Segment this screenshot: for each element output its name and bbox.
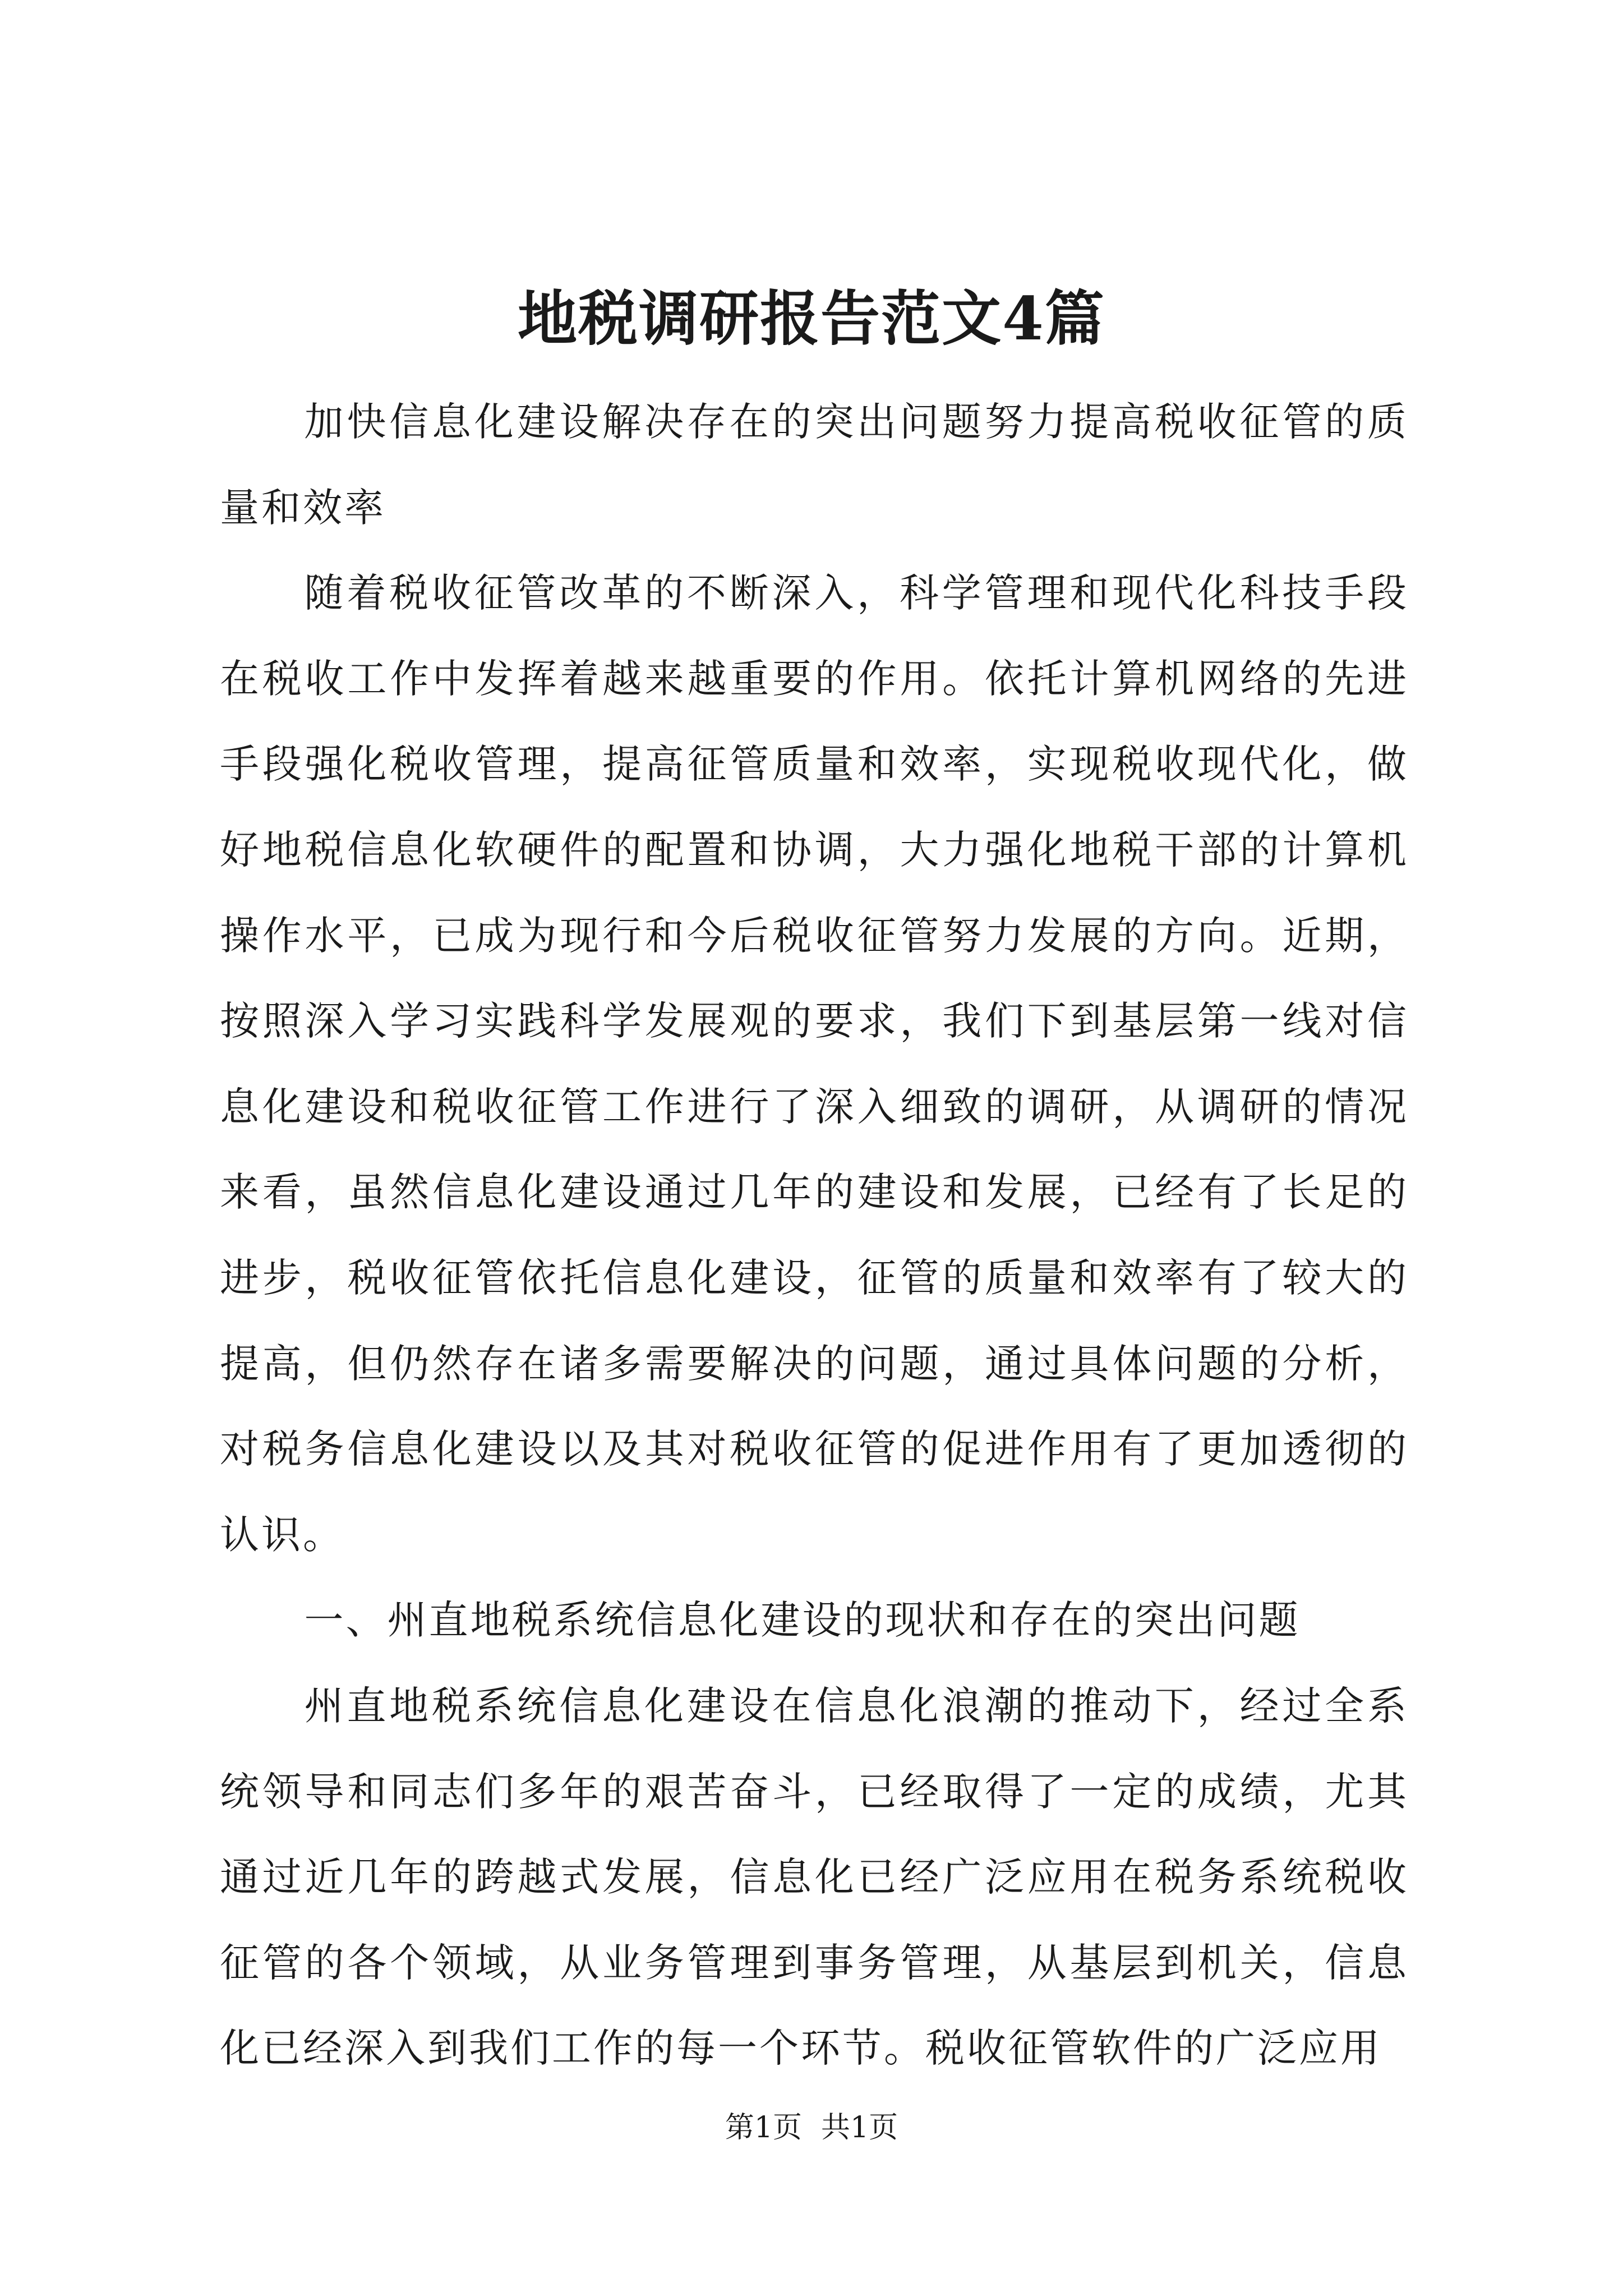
section-heading: 一、州直地税系统信息化建设的现状和存在的突出问题 (304, 1597, 1301, 1644)
page-number: 第1页 (725, 2111, 802, 2145)
page-footer (0, 2108, 1623, 2147)
paragraph-intro: 随着税收征管改革的不断深入，科学管理和现代化科技手段在税收工作中发挥着越来越重要的作用。依托计算机网络的先进手段强化税收管理，提高征管质量和效率，实现税收现代化，做好地税信息化软硬件的配置和协调，大力强化地税干部的计算机操作水平，已成为现行和今后税收征管努力发展的方向。近期，按照深入学习实践科学发展观的要求，我们下到基层第一线对信息化建设和税收征管工作进行了深入细致的调研，从调研的情况来看，虽然信息化建设通过几年的建设和发展，已经有了长足的进步，税收征管依托信息化建设，征管的质量和效率有了较大的提高，但仍然存在诸多需要解决的问题，通过具体问题的分析，对税务信息化建设以及其对税收征管的促进作用有了更加透彻的认识。 (220, 570, 1409, 1558)
paragraph-subtitle: 加快信息化建设解决存在的突出问题努力提高税收征管的质量和效率 (220, 399, 1409, 531)
paragraph-section-body: 州直地税系统信息化建设在信息化浪潮的推动下，经过全系统领导和同志们多年的艰苦奋斗，已经取得了一定的成绩，尤其通过近几年的跨越式发展，信息化已经广泛应用在税务系统税收征管的各个领域，从业务管理到事务管理，从基层到机关，信息化已经深入到我们工作的每一个环节。税收征管软件的广泛应用 (220, 1682, 1409, 2072)
page-total: 共1页 (821, 2111, 898, 2145)
document-title: 地税调研报告范文4篇 (518, 283, 1105, 353)
document-body (220, 379, 1409, 2091)
